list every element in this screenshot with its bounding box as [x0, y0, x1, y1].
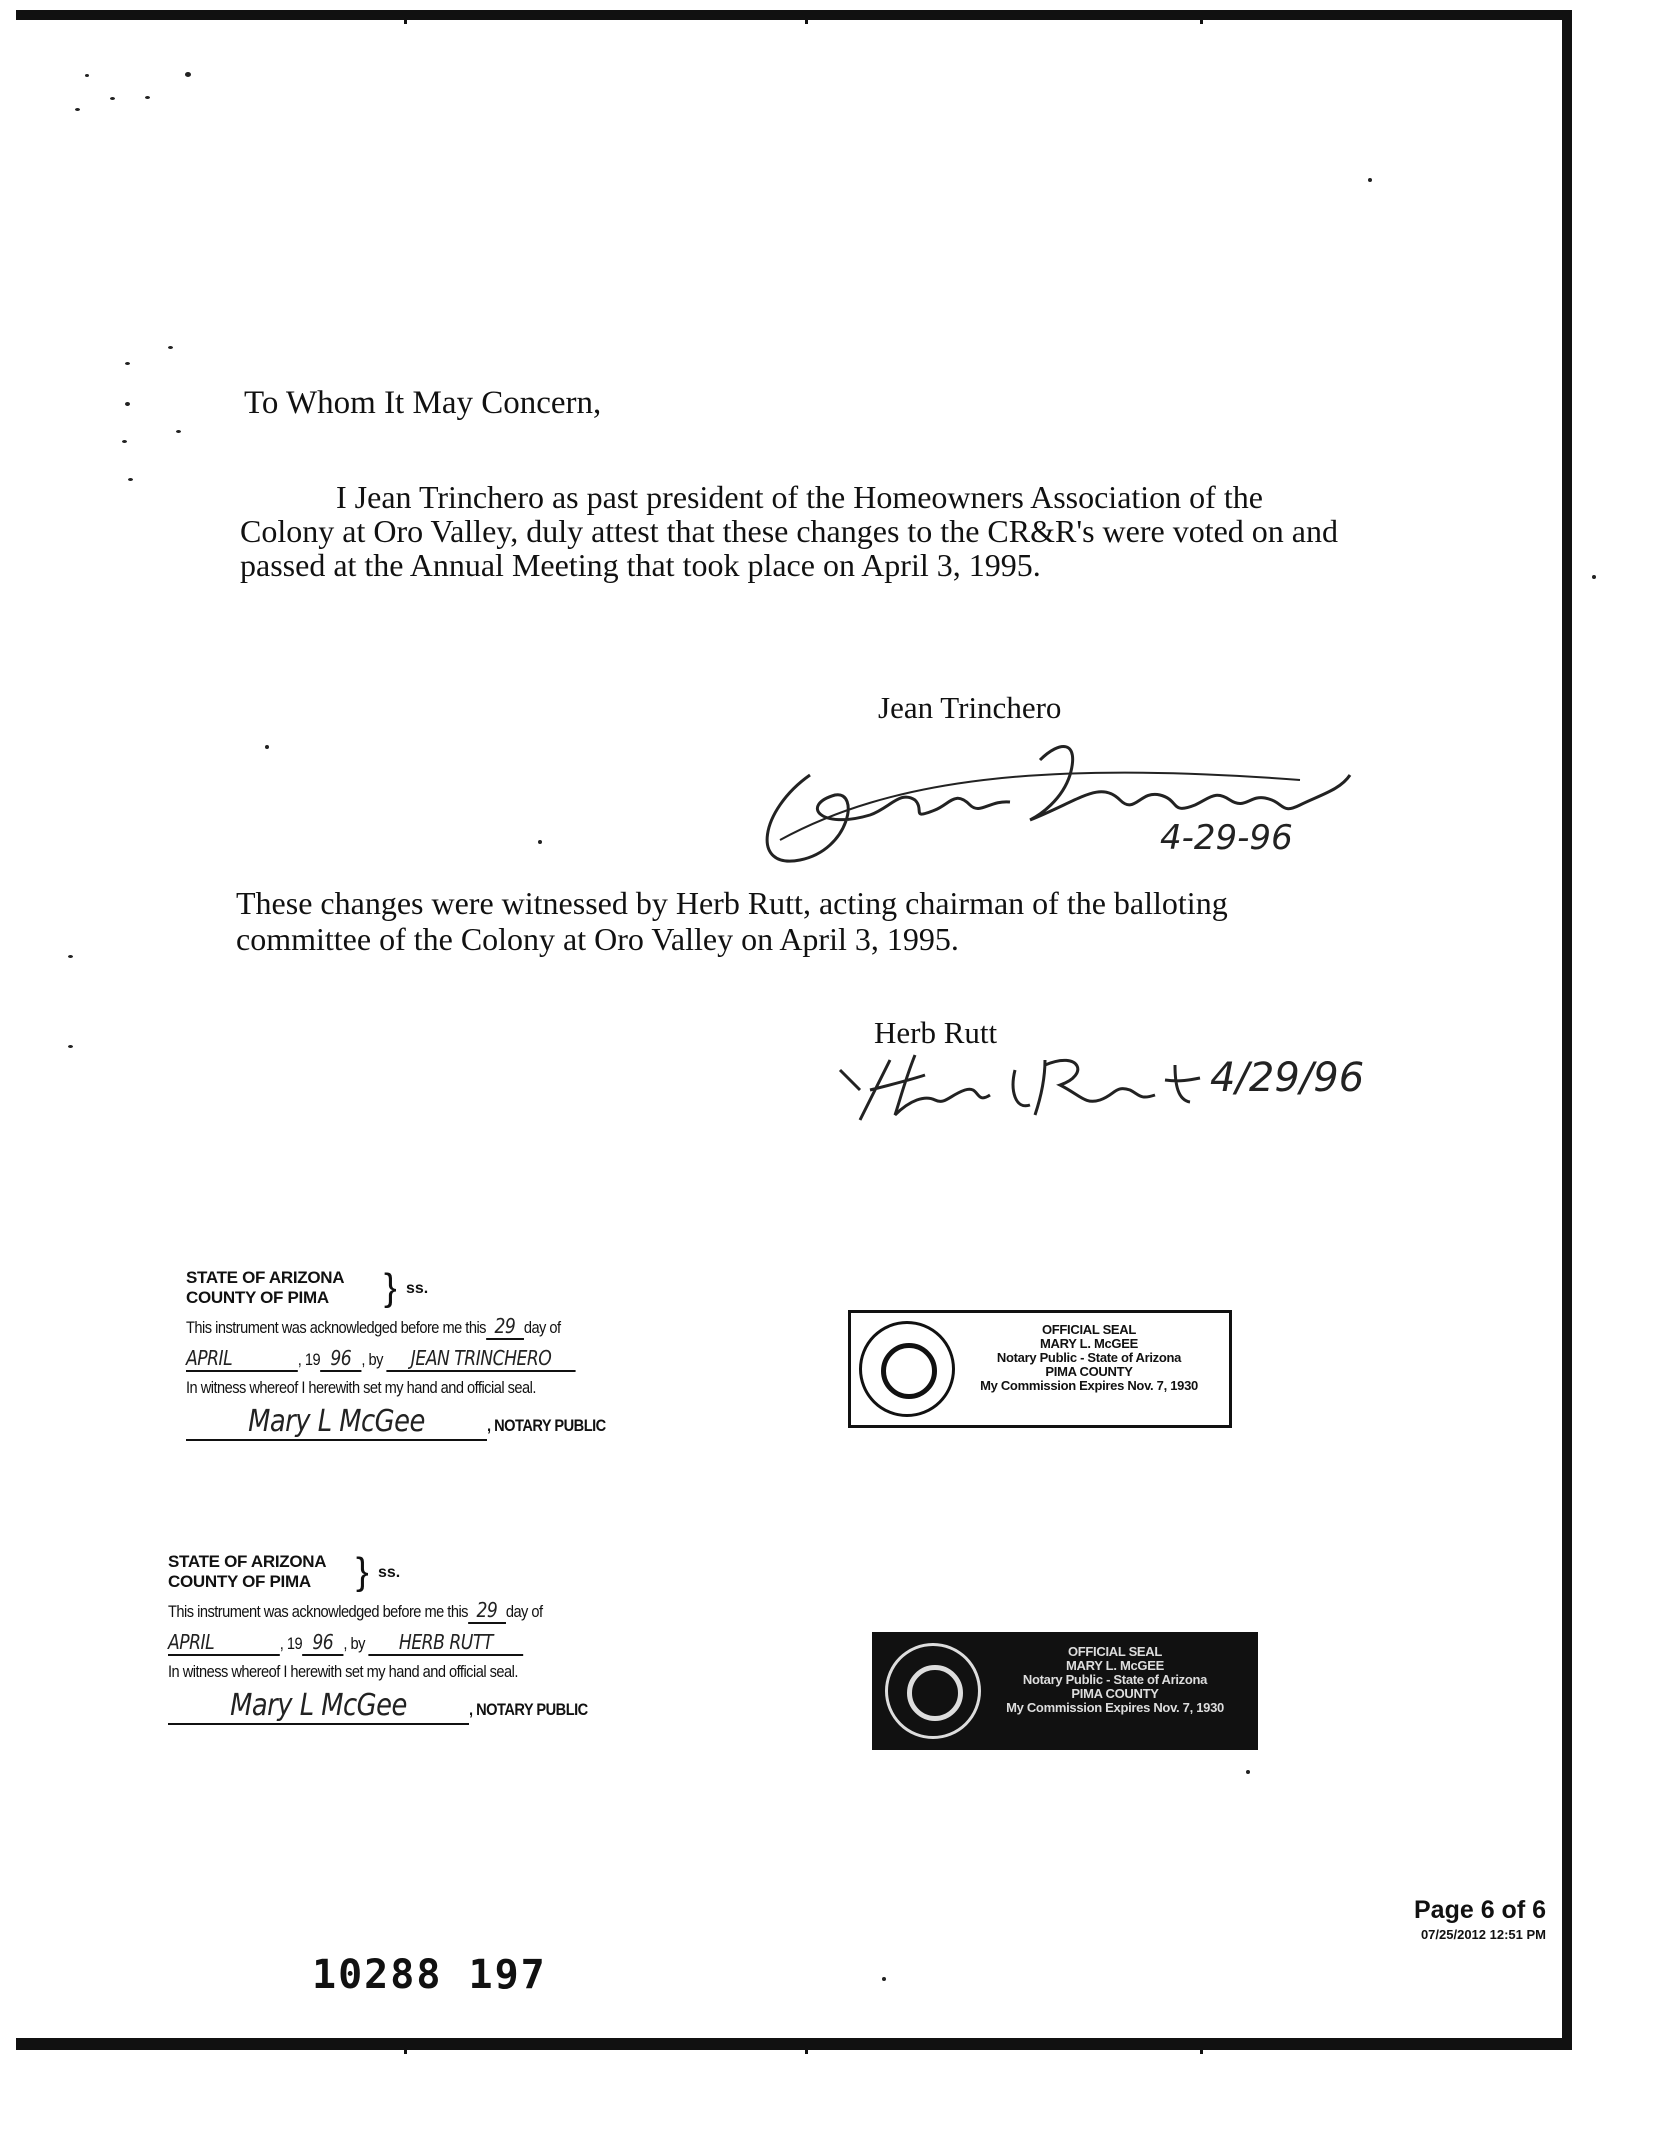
scan-speck — [882, 1977, 886, 1981]
ack-month: APRIL — [186, 1346, 298, 1372]
scan-mark — [404, 10, 407, 24]
ack-day: 29 — [468, 1598, 506, 1624]
official-seal-2 — [872, 1632, 1258, 1750]
ack-person: JEAN TRINCHERO — [386, 1346, 575, 1372]
scan-mark — [1200, 2040, 1203, 2054]
seal-inner-emblem-icon — [881, 1343, 937, 1399]
scan-border — [16, 10, 1572, 2050]
scan-speck — [185, 72, 191, 77]
signer2-name: Herb Rutt — [874, 1015, 998, 1050]
notary-block-2 — [168, 1552, 728, 1725]
ack-date-line: APRIL , 19 96 , by JEAN TRINCHERO — [186, 1346, 668, 1372]
signer2-date: 4/29/96 — [1210, 1055, 1365, 1101]
scan-speck — [122, 440, 127, 443]
brace-icon: } — [384, 1267, 397, 1309]
notary-state: STATE OF ARIZONA — [186, 1268, 345, 1287]
scan-speck — [176, 430, 181, 433]
attestation-text: I Jean Trinchero as past president of the Homeowners Association of the Colony at Oro Valley, duly attest that these changes to the CR&R's were voted on and passed at the Annual Meeting that took place on April 3, 1995. — [240, 479, 1338, 583]
print-timestamp: 07/25/2012 12:51 PM — [1420, 1927, 1546, 1942]
signer1-signature — [740, 720, 1380, 910]
ack-line: This instrument was acknowledged before me this 29 day of — [168, 1598, 543, 1622]
scan-speck — [110, 97, 115, 100]
scan-speck — [145, 96, 150, 99]
scan-speck — [75, 108, 80, 111]
scan-speck — [538, 840, 542, 844]
scan-speck — [1368, 178, 1372, 182]
witness-line: In witness whereof I herewith set my hand and official seal. — [168, 1662, 518, 1681]
notary-county: COUNTY OF PIMA — [186, 1288, 329, 1307]
witness-paragraph: These changes were witnessed by Herb Rutt, acting chairman of the balloting committee of the Colony at Oro Valley on April 3, 1995. — [236, 885, 1228, 957]
scan-speck — [1246, 1770, 1250, 1774]
document-number: 10288 197 — [312, 1952, 547, 1998]
seal-text: OFFICIAL SEAL MARY L. McGEE Notary Public - State of Arizona PIMA COUNTY My Commission Expires Nov. 7, 1930 — [1006, 1644, 1224, 1715]
ack-line: This instrument was acknowledged before me this 29 day of — [186, 1314, 561, 1338]
witness-line: In witness whereof I herewith set my hand and official seal. — [186, 1378, 536, 1397]
scan-mark — [404, 2040, 407, 2054]
attestation-paragraph — [240, 480, 1360, 582]
page-number: Page 6 of 6 — [1414, 1896, 1546, 1924]
notary-signature-line: Mary L McGee , NOTARY PUBLIC — [186, 1404, 668, 1441]
notary-state: STATE OF ARIZONA — [168, 1552, 327, 1571]
scan-mark — [805, 2040, 808, 2054]
notary-signature: Mary L McGee — [186, 1404, 487, 1441]
notary-ss: ss. — [378, 1564, 401, 1581]
scan-speck — [265, 745, 269, 749]
notary-ss: ss. — [406, 1280, 429, 1297]
seal-inner-emblem-icon — [907, 1665, 963, 1721]
scan-speck — [125, 402, 130, 406]
scan-speck — [125, 362, 130, 365]
ack-year: 96 — [302, 1630, 343, 1656]
ack-date-line: APRIL , 19 96 , by HERB RUTT — [168, 1630, 650, 1656]
signer1-date: 4-29-96 — [1160, 818, 1293, 858]
notary-signature-line: Mary L McGee , NOTARY PUBLIC — [168, 1688, 650, 1725]
scan-speck — [68, 1045, 73, 1048]
page-info — [1414, 1896, 1546, 1942]
letter-greeting: To Whom It May Concern, — [244, 385, 602, 421]
official-seal-1 — [848, 1310, 1232, 1428]
scan-speck — [168, 346, 173, 349]
scan-speck — [85, 74, 89, 77]
brace-icon: } — [356, 1551, 369, 1593]
scan-speck — [68, 955, 73, 958]
notary-block-1 — [186, 1268, 746, 1441]
scan-mark — [1200, 10, 1203, 24]
signer1-name: Jean Trinchero — [878, 690, 1062, 725]
ack-person: HERB RUTT — [368, 1630, 523, 1656]
scan-speck — [1592, 575, 1596, 579]
seal-text: OFFICIAL SEAL MARY L. McGEE Notary Public - State of Arizona PIMA COUNTY My Commission Expires Nov. 7, 1930 — [980, 1322, 1198, 1393]
ack-year: 96 — [320, 1346, 361, 1372]
ack-day: 29 — [486, 1314, 524, 1340]
scan-speck — [128, 478, 133, 481]
notary-county: COUNTY OF PIMA — [168, 1572, 311, 1591]
ack-month: APRIL — [168, 1630, 280, 1656]
scan-mark — [805, 10, 808, 24]
notary-signature: Mary L McGee — [168, 1688, 469, 1725]
